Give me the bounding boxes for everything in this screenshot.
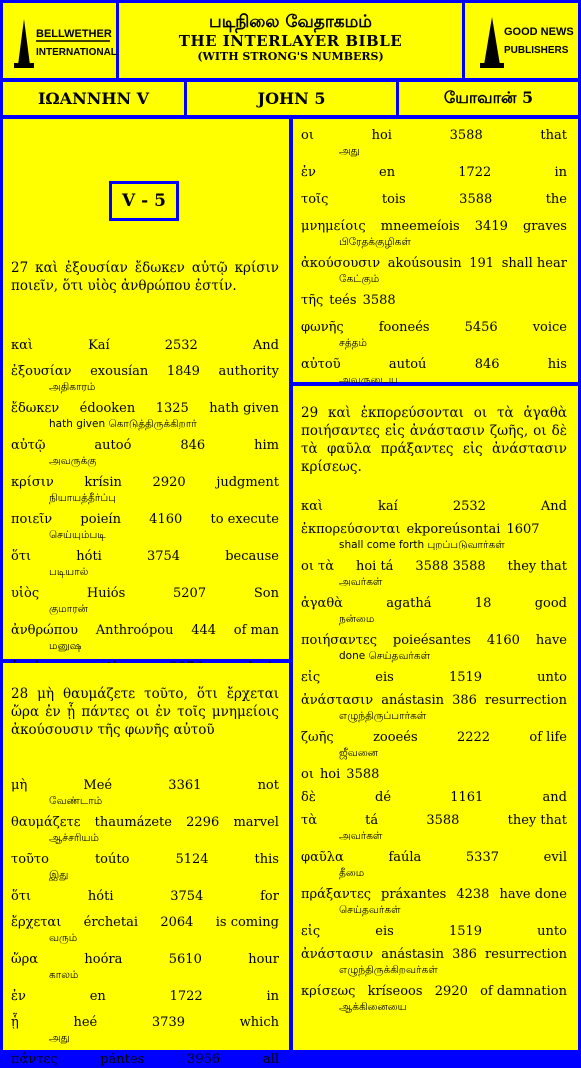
greek-word: κρίσιν bbox=[11, 475, 54, 490]
word-entry bbox=[11, 585, 279, 616]
word-entry bbox=[301, 356, 567, 387]
strongs-number: 3588 bbox=[449, 128, 483, 143]
strongs-number: 846 bbox=[180, 438, 206, 453]
tamil-gloss: நன்மை bbox=[339, 613, 375, 625]
english-gloss: resurrection bbox=[485, 693, 567, 708]
title-english: THE INTERLAYER BIBLE bbox=[178, 32, 403, 50]
greek-word: αὐτοῦ bbox=[301, 357, 341, 372]
tamil-gloss: ஆச்சரியம் bbox=[49, 832, 99, 844]
transliteration: krísin bbox=[84, 475, 122, 490]
greek-word: ἐν bbox=[301, 165, 316, 180]
greek-word: ἀγαθὰ bbox=[301, 596, 343, 611]
ref-greek: ΙΩΑΝΝΗΝ V bbox=[3, 82, 184, 115]
tamil-gloss: பிரேதக்குழிகள் bbox=[339, 236, 411, 248]
word-entry bbox=[11, 511, 279, 542]
transliteration: ekporeúsontai bbox=[406, 522, 501, 537]
greek-word: υἱὸς bbox=[11, 586, 40, 601]
transliteration: érchetai bbox=[83, 915, 139, 930]
tamil-gloss: ஜீவனை bbox=[339, 747, 378, 759]
greek-word: οι bbox=[301, 767, 314, 782]
greek-word: δὲ bbox=[301, 790, 316, 805]
word-entry bbox=[301, 983, 567, 1014]
strongs-number: 1325 bbox=[155, 401, 189, 416]
greek-word: ζωῆς bbox=[301, 730, 334, 745]
transliteration: faúla bbox=[388, 850, 422, 865]
word-entry bbox=[301, 692, 567, 723]
greek-word: τοῖς bbox=[301, 192, 329, 207]
tamil-gloss: தீமை bbox=[339, 867, 365, 879]
english-gloss: because bbox=[225, 549, 279, 564]
tamil-gloss: done செய்தவர்கள் bbox=[339, 650, 431, 662]
word-entry bbox=[301, 558, 567, 589]
greek-word: ποιήσαντες bbox=[301, 633, 378, 648]
english-gloss: of man bbox=[233, 623, 279, 638]
tamil-gloss: நியாயத்தீர்ப்பு bbox=[49, 492, 116, 504]
english-gloss: hour bbox=[248, 952, 279, 967]
tamil-gloss: எழுந்திருப்பார்கள் bbox=[339, 710, 427, 722]
english-gloss: the bbox=[545, 192, 567, 207]
strongs-number: 386 bbox=[452, 693, 477, 708]
english-gloss: And bbox=[540, 499, 567, 514]
word-entry bbox=[11, 1014, 279, 1045]
greek-word: ἐν bbox=[11, 989, 26, 1004]
strongs-number: 1161 bbox=[450, 790, 484, 805]
tamil-gloss: சத்தம் bbox=[339, 337, 367, 349]
transliteration: anástasin bbox=[381, 693, 445, 708]
word-entry bbox=[301, 521, 567, 552]
strongs-number: 3739 bbox=[151, 1015, 185, 1030]
strongs-number: 191 bbox=[469, 256, 495, 271]
english-gloss: good bbox=[534, 596, 567, 611]
strongs-number: 2222 bbox=[456, 730, 491, 745]
subtitle: (WITH STRONG'S NUMBERS) bbox=[197, 50, 384, 63]
transliteration: zooeés bbox=[373, 730, 418, 745]
transliteration: kríseoos bbox=[367, 984, 423, 999]
english-gloss: of damnation bbox=[480, 984, 567, 999]
transliteration: hóti bbox=[87, 889, 114, 904]
english-gloss: for bbox=[260, 889, 279, 904]
tamil-gloss: வேண்டாம் bbox=[49, 795, 103, 807]
transliteration: tois bbox=[381, 192, 406, 207]
english-gloss: shall hear bbox=[501, 256, 567, 271]
greek-word: φωνῆς bbox=[301, 320, 344, 335]
english-gloss: in bbox=[266, 989, 279, 1004]
word-entry bbox=[11, 363, 279, 394]
transliteration: tá bbox=[365, 813, 379, 828]
transliteration: Anthroópou bbox=[95, 623, 174, 638]
word-entry bbox=[11, 814, 279, 845]
header-title-block bbox=[119, 3, 462, 78]
strongs-number: 3588 bbox=[459, 192, 493, 207]
word-entry bbox=[11, 437, 279, 468]
strongs-number: 2532 bbox=[452, 499, 486, 514]
strongs-number: 4160 bbox=[486, 633, 520, 648]
word-entry bbox=[301, 191, 567, 208]
transliteration: hoi bbox=[319, 767, 341, 782]
greek-word: ἀνάστασιν bbox=[301, 693, 374, 708]
word-entry bbox=[301, 255, 567, 286]
transliteration: mneemeíois bbox=[380, 219, 460, 234]
verse-badge: V - 5 bbox=[109, 181, 179, 221]
word-entry bbox=[11, 622, 279, 653]
english-gloss: they that bbox=[507, 559, 567, 574]
greek-word: ἐξουσίαν bbox=[11, 364, 72, 379]
greek-word: μνημείοις bbox=[301, 219, 366, 234]
word-entry bbox=[11, 400, 279, 431]
tamil-gloss: குமாரன் bbox=[49, 603, 88, 615]
transliteration: fooneés bbox=[378, 320, 430, 335]
word-entry bbox=[11, 988, 279, 1005]
english-gloss: marvel bbox=[233, 815, 279, 830]
english-gloss: graves bbox=[522, 219, 567, 234]
transliteration: Huiós bbox=[86, 586, 126, 601]
verse-29-text: 29 καὶ ἐκπορεύσονται οι τὰ ἀγαθὰ ποιήσαντες εἰς ἀνάστασιν ζωῆς, οι δὲ τὰ φαῦλα πράξαντες εἰς ἀνάστασιν κρίσεως. bbox=[301, 405, 567, 475]
word-entry bbox=[11, 851, 279, 882]
english-gloss: Son bbox=[253, 586, 279, 601]
english-gloss: and bbox=[542, 790, 567, 805]
tamil-gloss: செய்தவர்கள் bbox=[339, 904, 401, 916]
greek-word: ποιεῖν bbox=[11, 512, 53, 527]
english-gloss: authority bbox=[218, 364, 279, 379]
transliteration: hoi bbox=[371, 128, 392, 143]
transliteration: teés bbox=[329, 293, 357, 308]
strongs-number: 4238 bbox=[456, 887, 490, 902]
transliteration: anástasin bbox=[381, 947, 445, 962]
svg-text:INTERNATIONAL: INTERNATIONAL bbox=[35, 46, 117, 58]
strongs-number: 3588 bbox=[346, 767, 380, 782]
strongs-number: 846 bbox=[474, 357, 500, 372]
tamil-gloss: படியால் bbox=[49, 566, 89, 578]
english-gloss: have done bbox=[499, 887, 567, 902]
tamil-gloss: அவர்கள் bbox=[339, 576, 383, 588]
greek-word: τὰ bbox=[301, 813, 317, 828]
english-gloss: judgment bbox=[216, 475, 279, 490]
strongs-number: 5456 bbox=[464, 320, 498, 335]
english-gloss: this bbox=[254, 852, 279, 867]
word-entry bbox=[301, 946, 567, 977]
greek-word: οι bbox=[301, 128, 314, 143]
greek-word: καὶ bbox=[11, 338, 34, 353]
english-gloss: all bbox=[262, 1052, 279, 1067]
greek-word: εἰς bbox=[301, 924, 321, 939]
strongs-number: 3588 3588 bbox=[415, 559, 486, 574]
english-gloss: unto bbox=[537, 924, 567, 939]
word-entry bbox=[301, 886, 567, 917]
strongs-number: 2920 bbox=[434, 984, 468, 999]
strongs-number: 1607 bbox=[506, 522, 540, 537]
english-gloss: unto bbox=[537, 670, 567, 685]
strongs-number: 3956 bbox=[187, 1052, 221, 1067]
transliteration: hoi tá bbox=[355, 559, 394, 574]
strongs-number: 1722 bbox=[169, 989, 203, 1004]
ref-english: JOHN 5 bbox=[187, 82, 396, 115]
tamil-gloss: அவருக்கு bbox=[49, 455, 97, 467]
greek-word: οι τὰ bbox=[301, 559, 335, 574]
transliteration: eis bbox=[375, 924, 394, 939]
strongs-number: 2532 bbox=[164, 338, 198, 353]
english-gloss: And bbox=[252, 338, 279, 353]
english-gloss: to execute bbox=[210, 512, 279, 527]
english-gloss: not bbox=[257, 778, 279, 793]
greek-word: ὥρα bbox=[11, 952, 39, 967]
tamil-gloss: அது bbox=[339, 145, 360, 157]
greek-word: ἀκούσουσιν bbox=[301, 256, 381, 271]
word-entry bbox=[301, 849, 567, 880]
greek-word: ἔρχεται bbox=[11, 915, 62, 930]
word-entry bbox=[301, 319, 567, 350]
transliteration: eis bbox=[375, 670, 394, 685]
transliteration: édooken bbox=[79, 401, 136, 416]
strongs-number: 18 bbox=[474, 596, 492, 611]
english-gloss: hath given bbox=[209, 401, 279, 416]
greek-word: μὴ bbox=[11, 778, 28, 793]
strongs-number: 2296 bbox=[186, 815, 220, 830]
strongs-number: 5124 bbox=[175, 852, 209, 867]
strongs-number: 1849 bbox=[166, 364, 200, 379]
tamil-gloss: அவருடைய bbox=[339, 374, 398, 386]
verse-28-text: 28 μὴ θαυμάζετε τοῦτο, ὅτι ἔρχεται ὥρα ἐν ᾗ πάντες οι ἐν τοῖς μνημείοις ἀκούσουσιν τῆς φωνῆς αὐτοῦ bbox=[11, 686, 279, 738]
english-gloss: that bbox=[540, 128, 567, 143]
transliteration: autoó bbox=[94, 438, 132, 453]
word-entry bbox=[11, 337, 279, 354]
panel-verse-29 bbox=[293, 386, 578, 1050]
transliteration: Kaí bbox=[88, 338, 110, 353]
english-gloss: have bbox=[535, 633, 567, 648]
tamil-gloss: எழுந்திருக்கிறவர்கள் bbox=[339, 964, 438, 976]
tamil-gloss: இது bbox=[49, 869, 69, 881]
word-entry bbox=[11, 888, 279, 905]
english-gloss: resurrection bbox=[485, 947, 567, 962]
verse-27-text: 27 καὶ ἐξουσίαν ἔδωκεν αὐτῷ κρίσιν ποιεῖν, ὅτι υἱὸς ἀνθρώπου ἐστίν. bbox=[11, 260, 279, 294]
transliteration: autoú bbox=[388, 357, 427, 372]
greek-word: πάντες bbox=[11, 1052, 58, 1067]
greek-word: αὐτῷ bbox=[11, 438, 46, 453]
strongs-number: 1722 bbox=[458, 165, 492, 180]
strongs-number: 3419 bbox=[474, 219, 508, 234]
transliteration: práxantes bbox=[381, 887, 447, 902]
english-gloss: his bbox=[547, 357, 567, 372]
strongs-number: 386 bbox=[452, 947, 477, 962]
word-entry bbox=[301, 729, 567, 760]
tamil-gloss: அவர்கள் bbox=[339, 830, 383, 842]
greek-word: ἐκπορεύσονται bbox=[301, 522, 401, 537]
strongs-number: 2920 bbox=[152, 475, 186, 490]
strongs-number: 1519 bbox=[448, 670, 483, 685]
english-gloss: of life bbox=[529, 730, 567, 745]
tamil-gloss: மனுஷ bbox=[49, 640, 82, 652]
strongs-number: 3588 bbox=[362, 293, 396, 308]
transliteration: heé bbox=[73, 1015, 98, 1030]
transliteration: Meé bbox=[83, 778, 113, 793]
word-entry bbox=[301, 164, 567, 181]
greek-word: ἀνάστασιν bbox=[301, 947, 374, 962]
transliteration: en bbox=[379, 165, 396, 180]
english-gloss: is coming bbox=[215, 915, 279, 930]
word-entry bbox=[11, 548, 279, 579]
tamil-gloss: கேட்கும் bbox=[339, 273, 380, 285]
strongs-number: 4160 bbox=[149, 512, 183, 527]
word-entry bbox=[301, 923, 567, 940]
greek-word: πράξαντες bbox=[301, 887, 372, 902]
tamil-gloss: செய்யும்படி bbox=[49, 529, 106, 541]
tamil-gloss: hath given கொடுத்திருக்கிறார் bbox=[49, 418, 197, 430]
word-entry bbox=[301, 669, 567, 686]
title-tamil: படிநிலை வேதாகமம் bbox=[209, 12, 372, 32]
greek-word: κρίσεως bbox=[301, 984, 356, 999]
greek-word: τῆς bbox=[301, 293, 324, 308]
tamil-gloss: ஆக்கினையை bbox=[339, 1001, 407, 1013]
transliteration: hóti bbox=[76, 549, 102, 564]
greek-word: καὶ bbox=[301, 499, 324, 514]
english-gloss: evil bbox=[543, 850, 567, 865]
word-entry bbox=[301, 127, 567, 158]
transliteration: pántes bbox=[100, 1052, 145, 1067]
english-gloss: they that bbox=[507, 813, 567, 828]
greek-word: φαῦλα bbox=[301, 850, 344, 865]
greek-word: ὅτι bbox=[11, 549, 32, 564]
tamil-gloss: அது bbox=[49, 1032, 70, 1044]
word-entry bbox=[301, 632, 567, 663]
greek-word: ἀνθρώπου bbox=[11, 623, 79, 638]
word-entry bbox=[301, 595, 567, 626]
english-gloss: him bbox=[254, 438, 279, 453]
strongs-number: 5337 bbox=[465, 850, 499, 865]
bellwether-logo bbox=[3, 3, 116, 78]
panel-verse-27 bbox=[3, 119, 289, 659]
svg-text:PUBLISHERS: PUBLISHERS bbox=[503, 44, 568, 56]
word-entry bbox=[11, 777, 279, 808]
greek-word: θαυμάζετε bbox=[11, 815, 81, 830]
english-gloss: which bbox=[239, 1015, 279, 1030]
word-entry bbox=[11, 951, 279, 982]
strongs-number: 5207 bbox=[173, 586, 207, 601]
transliteration: poieín bbox=[80, 512, 121, 527]
transliteration: thaumázete bbox=[94, 815, 172, 830]
strongs-number: 1519 bbox=[448, 924, 483, 939]
word-entry bbox=[11, 474, 279, 505]
goodnews-logo bbox=[465, 3, 578, 78]
strongs-number: 3361 bbox=[168, 778, 202, 793]
transliteration: poieésantes bbox=[392, 633, 471, 648]
strongs-number: 3754 bbox=[170, 889, 204, 904]
tamil-gloss: shall come forth புறப்படுவார்கள் bbox=[339, 539, 505, 551]
tamil-gloss: காலம் bbox=[49, 969, 79, 981]
panel-verse-28-cont bbox=[293, 119, 578, 386]
greek-word: ὅτι bbox=[11, 889, 32, 904]
word-entry bbox=[301, 498, 567, 515]
word-entry bbox=[11, 1051, 279, 1068]
transliteration: en bbox=[89, 989, 106, 1004]
transliteration: hoóra bbox=[84, 952, 123, 967]
word-entry bbox=[301, 812, 567, 843]
greek-word: τοῦτο bbox=[11, 852, 49, 867]
strongs-number: 5610 bbox=[168, 952, 202, 967]
transliteration: dé bbox=[375, 790, 392, 805]
word-entry bbox=[301, 292, 567, 309]
svg-text:GOOD NEWS: GOOD NEWS bbox=[503, 25, 574, 38]
word-entry bbox=[11, 914, 279, 945]
word-entry bbox=[301, 218, 567, 249]
transliteration: akoúsousin bbox=[387, 256, 462, 271]
transliteration: agathá bbox=[386, 596, 432, 611]
strongs-number: 444 bbox=[191, 623, 217, 638]
greek-word: ἔδωκεν bbox=[11, 401, 60, 416]
strongs-number: 3588 bbox=[426, 813, 460, 828]
ref-tamil: யோவான் 5 bbox=[399, 82, 578, 115]
panel-verse-28 bbox=[3, 663, 289, 1067]
strongs-number: 2064 bbox=[160, 915, 194, 930]
word-entry bbox=[301, 789, 567, 806]
english-gloss: voice bbox=[532, 320, 567, 335]
svg-text:BELLWETHER: BELLWETHER bbox=[35, 27, 112, 40]
transliteration: exousían bbox=[90, 364, 149, 379]
strongs-number: 3754 bbox=[146, 549, 181, 564]
greek-word: εἰς bbox=[301, 670, 321, 685]
transliteration: kaí bbox=[378, 499, 398, 514]
tamil-gloss: வரும் bbox=[49, 932, 78, 944]
tamil-gloss: அதிகாரம் bbox=[49, 381, 96, 393]
greek-word: ᾗ bbox=[11, 1015, 19, 1030]
word-entry bbox=[301, 766, 567, 783]
english-gloss: in bbox=[554, 165, 567, 180]
transliteration: toúto bbox=[94, 852, 130, 867]
